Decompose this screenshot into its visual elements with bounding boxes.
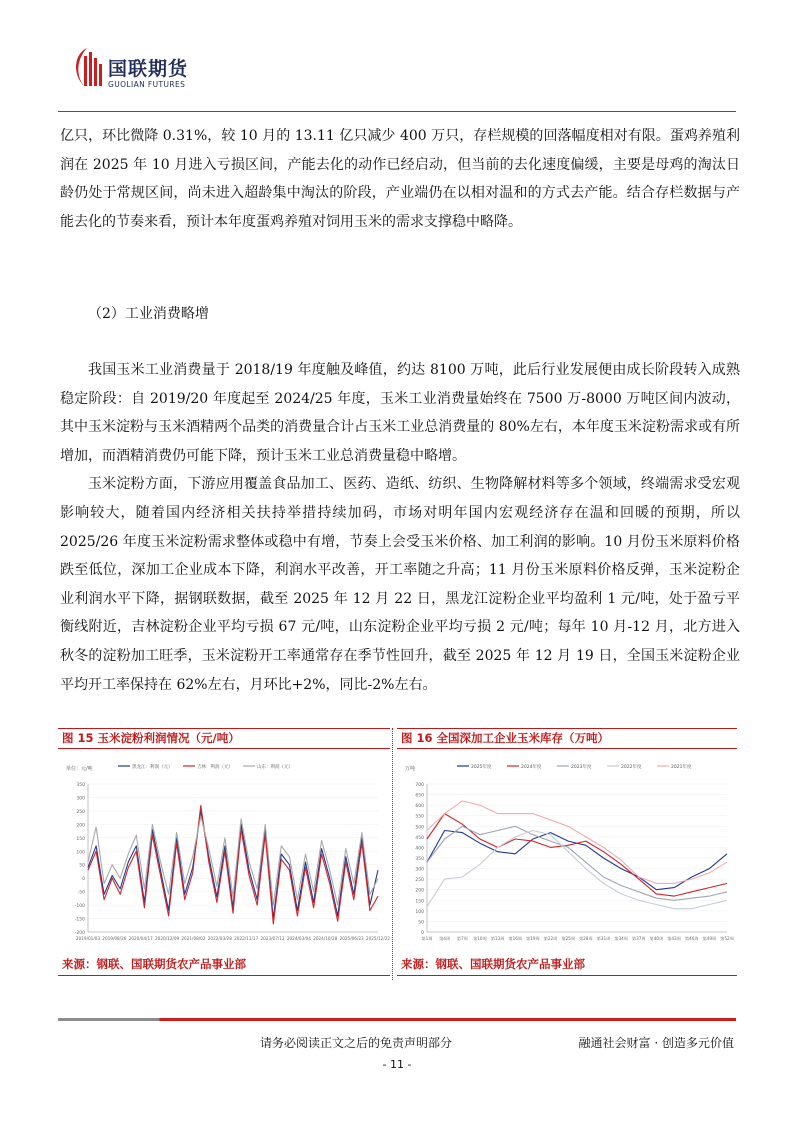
figure-title: 图 15 玉米淀粉利润情况（元/吨）: [58, 728, 390, 749]
series-line: [427, 831, 727, 909]
x-tick-label: 2022/03/28: [207, 936, 232, 941]
x-tick-label: 2022/11/17: [234, 936, 259, 941]
x-tick-label: 2025/12/22: [365, 936, 391, 941]
y-tick-label: 400: [415, 846, 424, 852]
figure-source: 来源：钢联、国联期货农产品事业部: [397, 954, 737, 976]
paragraph: 玉米淀粉方面，下游应用覆盖食品加工、医药、造纸、纺织、生物降解材料等多个领域，终端需求受宏观影响较大，随着国内经济相关扶持举措持续加码，市场对明年国内宏观经济存在温和回暖的预期，所以 2025/26 年度玉米淀粉需求整体或稳中有增，节奏上会受玉米价格、加工利润的影响。10 月份玉米原料价格跌至低位，深加工企业成本下降，利润水平改善，开工率随之升高；11 月份玉米原料价格反弹，玉米淀粉企业利润水平下降，据钢联数据，截至 2025 年 12 月 22 日，黑龙江淀粉企业平均盈利 1 元/吨，处于盈亏平衡线附近，吉林淀粉企业平均亏损 67 元/吨，山东淀粉企业平均亏损 2 元/吨；每年 10 月-12 月，北方进入秋冬的淀粉加工旺季，玉米淀粉开工率通常存在季节性回升，截至 2025 年 12 月 19 日，全国玉米淀粉企业平均开工率保持在 62%左右，月环比+2%，同比-2%左右。: [60, 476, 740, 693]
figure-15: [58, 728, 390, 980]
y-tick-label: 600: [415, 804, 424, 810]
page-header: [0, 0, 794, 110]
x-tick-label: 2021/08/02: [181, 936, 206, 941]
y-tick-label: 350: [415, 857, 424, 862]
y-tick-label: 100: [76, 850, 85, 856]
x-tick-label: 2025/06/23: [339, 936, 364, 941]
x-tick-label: 第25周: [561, 936, 576, 941]
body-text-2: [60, 356, 740, 699]
x-tick-label: 第52周: [720, 936, 734, 941]
y-tick-label: -100: [74, 904, 85, 910]
legend-label: 2025年度: [471, 765, 492, 770]
y-tick-label: 200: [415, 888, 424, 894]
y-tick-label: 250: [76, 809, 85, 815]
company-name-en: GUOLIAN FUTURES: [108, 80, 186, 89]
y-tick-label: -200: [74, 931, 85, 936]
x-tick-label: 第7周: [456, 936, 468, 941]
y-tick-label: 250: [415, 878, 424, 884]
x-tick-label: 第13周: [490, 936, 505, 941]
paragraph: 我国玉米工业消费量于 2018/19 年度触及峰值，约达 8100 万吨，此后行业发展便由成长阶段转入成熟稳定阶段：自 2019/20 年度起至 2024/25 年度，玉米工业消费量始终在 7500 万-8000 万吨区间内波动，其中玉米淀粉与玉米酒精两个品类的消费量合计占玉米工业总消费量的 80%左右，本年度玉米淀粉需求或有所增加，而酒精消费仍可能下降，预计玉米工业总消费量稳中略增。: [60, 362, 740, 464]
x-tick-label: 第43周: [667, 936, 681, 941]
x-tick-label: 2019/08/26: [102, 936, 127, 941]
corn-inventory-chart: [401, 754, 733, 950]
body-text: [60, 122, 740, 236]
x-tick-label: 第40周: [649, 936, 664, 941]
x-tick-label: 2020/12/09: [155, 936, 180, 941]
section-heading: （2）工业消费略增: [88, 306, 209, 322]
x-tick-label: 第28周: [578, 936, 593, 941]
footer-slogan: 融通社会财富 · 创造多元价值: [578, 1036, 734, 1050]
y-tick-label: 100: [415, 909, 424, 915]
header-rule: [58, 111, 736, 112]
x-tick-label: 第19周: [526, 936, 540, 941]
x-tick-label: 2020/04/17: [128, 936, 153, 941]
series-line: [427, 826, 727, 900]
figure-title: 图 16 全国深加工企业玉米库存（万吨）: [397, 728, 737, 749]
logo-mark-icon: [68, 44, 106, 90]
y-tick-label: 0: [82, 877, 85, 883]
legend-label: 吉林：利润（元）: [197, 765, 233, 770]
legend-label: 2023年度: [571, 765, 592, 770]
legend-label: 黑龙江：利润（元）: [132, 765, 173, 770]
legend-label: 山东：利润（元）: [257, 765, 293, 770]
figure-divider: [392, 728, 393, 980]
legend-label: 2021年度: [671, 765, 692, 770]
figure-source: 来源：钢联、国联期货农产品事业部: [58, 954, 390, 976]
company-logo: [68, 44, 228, 100]
x-tick-label: 第22周: [543, 936, 558, 941]
footer-disclaimer[interactable]: 请务必阅读正文之后的免责声明部分: [260, 1036, 453, 1050]
x-tick-label: 第1周: [421, 936, 433, 941]
y-tick-label: 50: [79, 863, 85, 869]
x-tick-label: 第46周: [684, 936, 699, 941]
x-tick-label: 2019/01/03: [75, 936, 101, 941]
page-number: - 11 -: [382, 1058, 412, 1071]
x-tick-label: 第34周: [614, 936, 628, 941]
x-tick-label: 第37周: [631, 936, 646, 941]
y-axis-label: 单位：元/吨: [66, 766, 93, 772]
footer-rule: [58, 1018, 736, 1021]
paragraph: 亿只，环比微降 0.31%，较 10 月的 13.11 亿只减少 400 万只，存栏规模的回落幅度相对有限。蛋鸡养殖利润在 2025 年 10 月进入亏损区间，产能去化的动作已经启动，但当前的去化速度偏缓，主要是母鸡的淘汰日龄仍处于常规区间，尚未进入超龄集中淘汰的阶段，产业端仍在以相对温和的方式去产能。结合存栏数据与产能去化的节奏来看，预计本年度蛋鸡养殖对饲用玉米的需求支撑稳中略降。: [60, 128, 740, 230]
y-tick-label: 350: [76, 783, 85, 788]
y-tick-label: 650: [415, 793, 424, 799]
x-tick-label: 2023/07/12: [260, 936, 285, 941]
y-tick-label: 200: [76, 823, 85, 829]
series-line: [427, 801, 727, 884]
x-tick-label: 第31周: [596, 936, 611, 941]
x-tick-label: 2024/03/04: [286, 936, 311, 941]
y-tick-label: 300: [415, 867, 424, 873]
y-tick-label: 550: [415, 814, 424, 820]
starch-profit-chart: [62, 754, 391, 950]
company-name: 国联期货: [108, 58, 189, 80]
legend-label: 2024年度: [521, 765, 542, 770]
x-tick-label: 第4周: [439, 936, 451, 941]
y-tick-label: 150: [76, 836, 85, 842]
y-tick-label: 450: [415, 835, 424, 841]
y-tick-label: 500: [415, 825, 424, 831]
figure-16: [397, 728, 737, 980]
legend-label: 2022年度: [621, 765, 642, 770]
y-tick-label: 50: [418, 920, 424, 926]
x-tick-label: 第16周: [508, 936, 523, 941]
y-tick-label: -150: [74, 917, 85, 923]
y-tick-label: 0: [421, 931, 424, 936]
y-tick-label: 700: [415, 783, 424, 788]
y-tick-label: 300: [76, 796, 85, 802]
x-tick-label: 第49周: [702, 936, 717, 941]
x-tick-label: 第10周: [473, 936, 487, 941]
y-tick-label: -50: [77, 890, 85, 896]
x-tick-label: 2024/10/28: [313, 936, 338, 941]
y-tick-label: 150: [415, 899, 424, 905]
y-axis-label: 万吨: [405, 766, 416, 772]
